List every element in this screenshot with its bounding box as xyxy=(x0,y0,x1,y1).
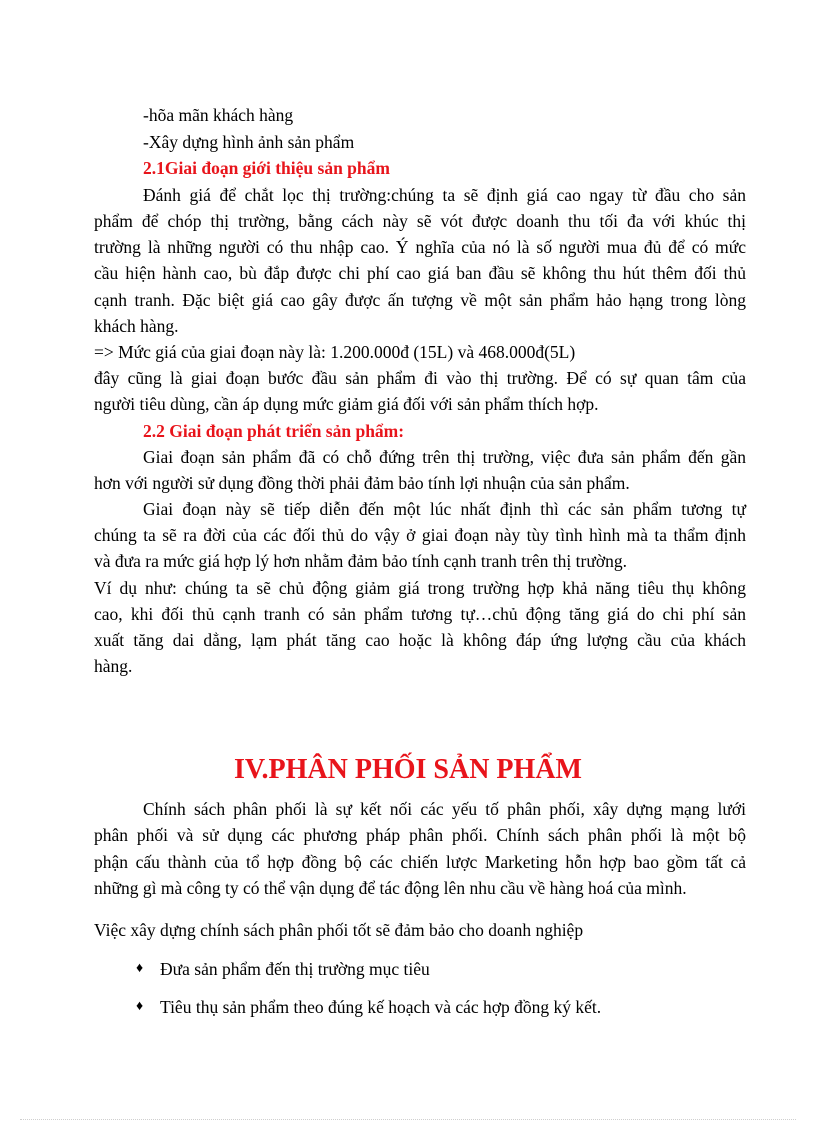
paragraph-line: khách hàng. xyxy=(94,316,179,336)
paragraph-line: Chính sách phân phối là sự kết nối các yếu tố phân phối, xây dựng mạng lưới xyxy=(143,799,746,819)
text-line: -hõa mãn khách hàng xyxy=(143,105,294,125)
paragraph-line: và đưa ra mức giá hợp lý hơn nhằm đảm bảo tính cạnh tranh trên thị trường. xyxy=(94,551,627,571)
section-heading-2-2: 2.2 Giai đoạn phát triển sản phẩm: xyxy=(143,421,405,441)
paragraph-line: Giai đoạn này sẽ tiếp diễn đến một lúc nhất định thì các sản phẩm tương tự xyxy=(143,499,746,519)
paragraph-line: cạnh tranh. Đặc biệt giá cao gây được ấn tượng về một sản phẩm hảo hạng trong lòng xyxy=(94,290,746,310)
paragraph-line: chúng ta sẽ ra đời của các đối thủ do vậy ở giai đoạn này tùy tình hình mà ta thẩm định xyxy=(94,525,746,545)
paragraph-line: Việc xây dựng chính sách phân phối tốt sẽ đảm bảo cho doanh nghiệp xyxy=(94,920,584,940)
paragraph-line: Đánh giá để chắt lọc thị trường:chúng ta sẽ định giá cao ngay từ đầu cho sản xyxy=(143,185,746,205)
bullet-item: Đưa sản phẩm đến thị trường mục tiêu xyxy=(160,959,430,979)
paragraph-line: cao, khi đối thủ cạnh tranh có sản phẩm tương tự…chủ động tăng giá do chi phí sản xyxy=(94,604,746,624)
text-line: -Xây dựng hình ảnh sản phẩm xyxy=(143,132,355,152)
paragraph-line: trường là những người có thu nhập cao. Ý nghĩa của nó là số người mua đủ để có mức xyxy=(94,237,746,257)
paragraph-line: Ví dụ như: chúng ta sẽ chủ động giảm giá trong trường hợp khả năng tiêu thụ không xyxy=(94,578,746,598)
paragraph-line: hơn với người sử dụng đồng thời phải đảm bảo tính lợi nhuận của sản phẩm. xyxy=(94,473,630,493)
paragraph-line: người tiêu dùng, cần áp dụng mức giảm giá đối với sản phẩm thích hợp. xyxy=(94,394,599,414)
bullet-item: Tiêu thụ sản phẩm theo đúng kế hoạch và các hợp đồng ký kết. xyxy=(160,997,602,1017)
paragraph-line: xuất tăng dai dẳng, lạm phát tăng cao hoặc là không đáp ứng lượng cầu của khách xyxy=(94,630,746,650)
diamond-bullet-icon: ♦ xyxy=(136,999,144,1014)
price-line: => Mức giá của giai đoạn này là: 1.200.000đ (15L) và 468.000đ(5L) xyxy=(94,342,576,362)
diamond-bullet-icon: ♦ xyxy=(136,961,144,976)
paragraph-line: phận cấu thành của tổ hợp đồng bộ các chiến lược Marketing hỗn hợp bao gồm tất cả xyxy=(94,852,746,872)
paragraph-line: phẩm để chóp thị trường, bằng cách này sẽ vót được doanh thu tối đa với khúc thị xyxy=(94,211,746,231)
paragraph-line: đây cũng là giai đoạn bước đầu sản phẩm đi vào thị trường. Để có sự quan tâm của xyxy=(94,368,746,388)
paragraph-line: phân phối và sử dụng các phương pháp phân phối. Chính sách phân phối là một bộ xyxy=(94,825,746,845)
paragraph-line: cầu hiện hành cao, bù đắp được chi phí cao giá ban đầu sẽ không thu hút thêm đối thủ xyxy=(94,263,746,283)
paragraph-line: những gì mà công ty có thể vận dụng để tác động lên nhu cầu về hàng hoá của mình. xyxy=(94,878,687,898)
paragraph-line: Giai đoạn sản phẩm đã có chỗ đứng trên thị trường, việc đưa sản phẩm đến gần xyxy=(143,447,746,467)
page-bottom-divider xyxy=(20,1119,796,1120)
section-heading-2-1: 2.1Giai đoạn giới thiệu sản phẩm xyxy=(143,158,390,178)
paragraph-line: hàng. xyxy=(94,656,133,676)
chapter-title: IV.PHÂN PHỐI SẢN PHẨM xyxy=(234,754,582,785)
